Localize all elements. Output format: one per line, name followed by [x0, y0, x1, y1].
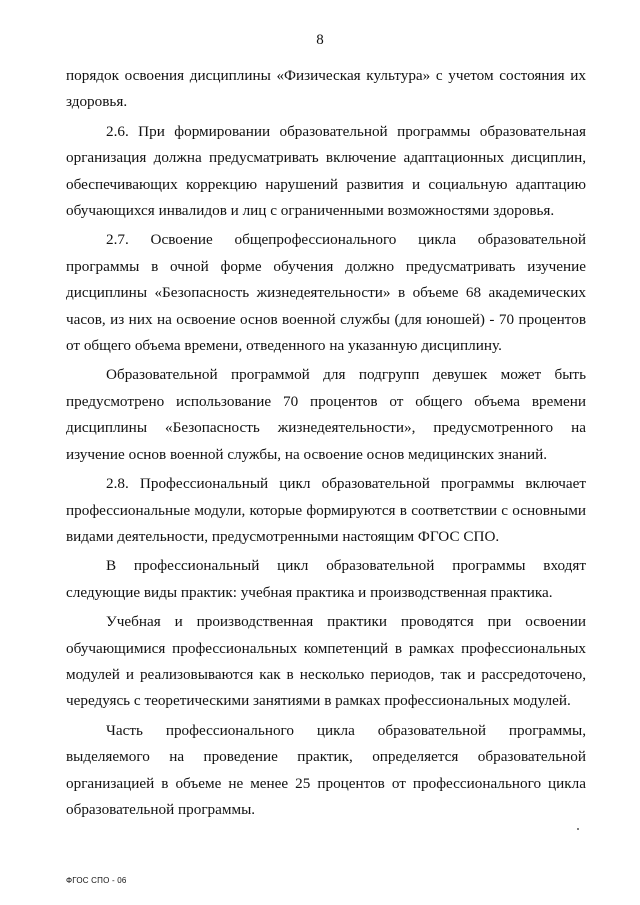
- paragraph: 2.6. При формировании образовательной программы образовательная организация должна предусматривать включение адаптационных дисциплин, обеспечивающих коррекцию нарушений развития и социальную адаптацию обучающихся инвалидов и лиц с ограниченными возможностями здоровья.: [66, 122, 586, 220]
- scan-speck: [577, 828, 579, 830]
- paragraph: Учебная и производственная практики проводятся при освоении обучающимися профессиональных компетенций в рамках профессиональных модулей и реализовываются как в несколько периодов, так и рассредоточено, чередуясь с теоретическими занятиями в рамках профессиональных модулей.: [66, 613, 586, 710]
- paragraph: 2.7. Освоение общепрофессионального цикла образовательной программы в очной форме обучения должно предусматривать изучение дисциплины «Безопасность жизнедеятельности» в объеме 68 академических часов, из них на освоение основ военной службы (для юношей) - 70 процентов от общего объема времени, отведенного на указанную дисциплину.: [66, 231, 586, 355]
- paragraph: Часть профессионального цикла образовательной программы, выделяемого на проведение практик, определяется образовательной организацией в объеме не менее 25 процентов от профессионального цикла образовательной программы.: [66, 721, 586, 818]
- paragraph: Образовательной программой для подгрупп девушек может быть предусмотрено использование 70 процентов от общего объема времени дисциплины «Безопасность жизнедеятельности», предусмотренного на изучение основ военной службы, на освоение основ медицинских знаний.: [66, 366, 586, 463]
- paragraph: порядок освоения дисциплины «Физическая культура» с учетом состояния их здоровья.: [66, 67, 586, 111]
- page-number: 8: [316, 32, 324, 48]
- paragraph: В профессиональный цикл образовательной программы входят следующие виды практик: учебная практика и производственная практика.: [66, 557, 586, 601]
- body-text: [66, 63, 586, 826]
- footer-code: ФГОС СПО - 06: [66, 876, 127, 885]
- paragraph: 2.8. Профессиональный цикл образовательной программы включает профессиональные модули, которые формируются в соответствии с основными видами деятельности, предусмотренными настоящим ФГОС СПО.: [66, 475, 586, 545]
